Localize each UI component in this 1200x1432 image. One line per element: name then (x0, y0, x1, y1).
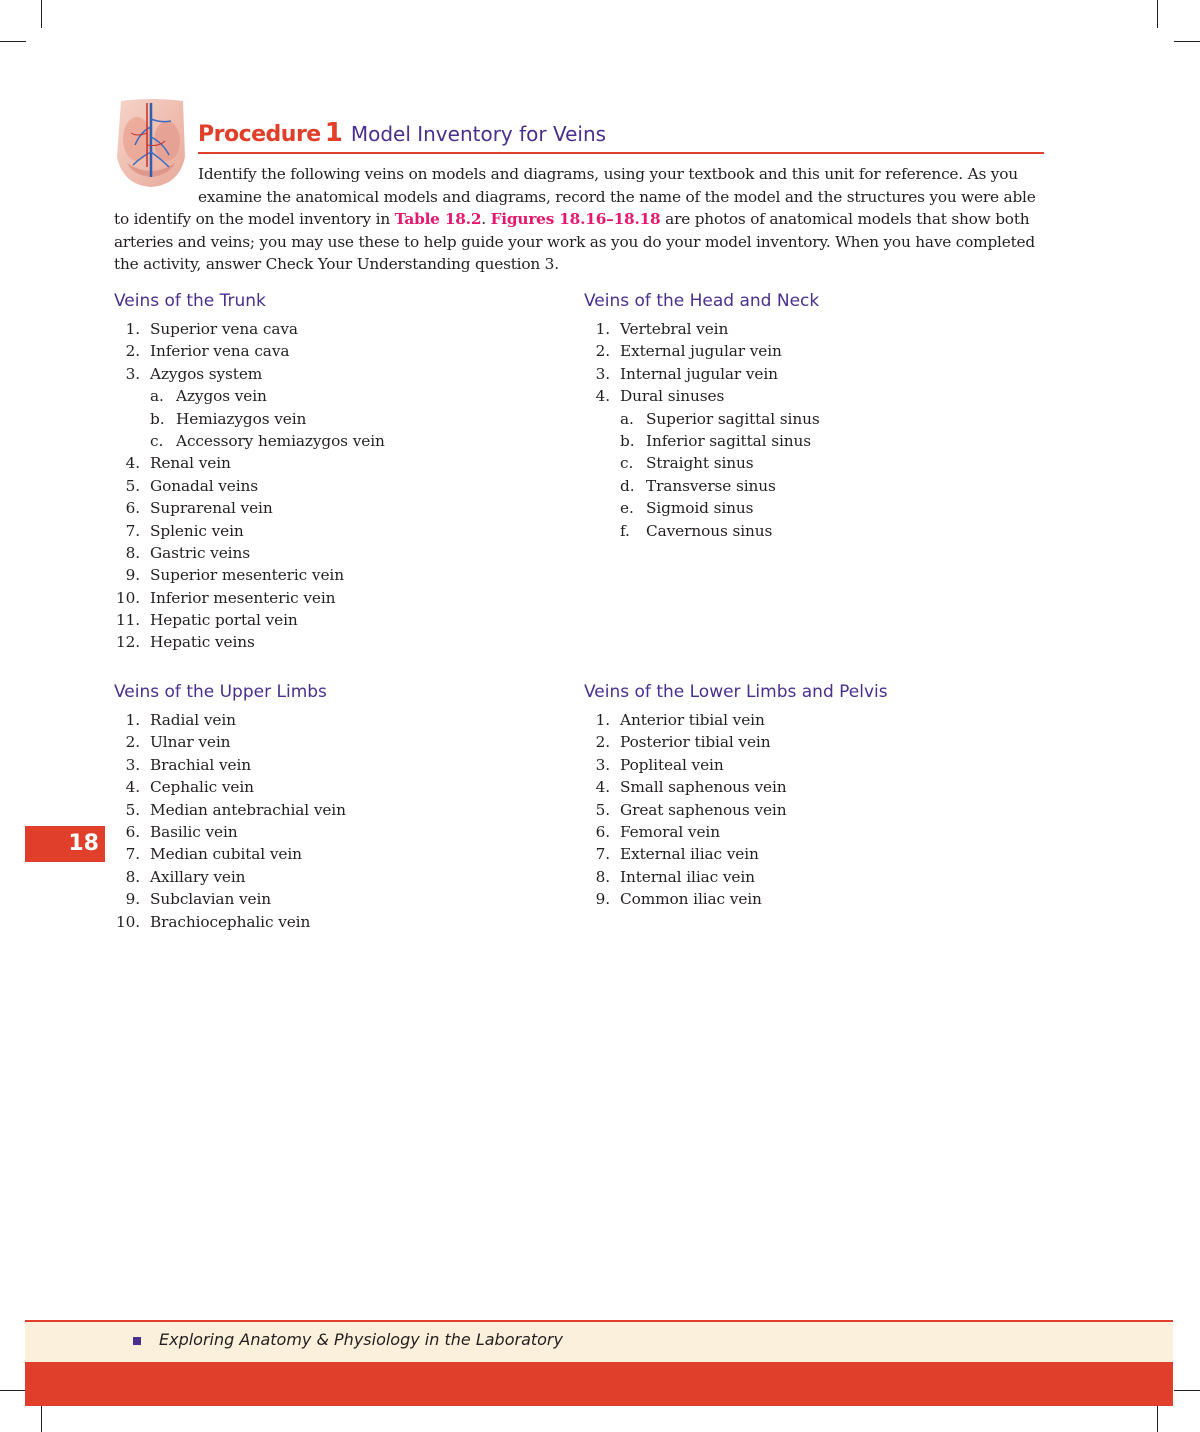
item-text: Internal jugular vein (620, 364, 778, 383)
item-text: External iliac vein (620, 845, 759, 864)
item-text: Posterior tibial vein (620, 733, 771, 752)
item-marker: 7. (125, 845, 140, 864)
item-marker: 6. (125, 822, 140, 841)
list-item (114, 731, 554, 753)
item-marker: 5. (595, 800, 610, 819)
item-marker: c. (150, 431, 164, 450)
item-marker: 5. (125, 800, 140, 819)
list-item (114, 911, 554, 933)
section-heading: Veins of the Trunk (114, 291, 266, 311)
list-item (584, 821, 1024, 843)
item-marker: 9. (595, 890, 610, 909)
book-title: Exploring Anatomy & Physiology in the Laboratory (159, 1330, 563, 1349)
item-text: Small saphenous vein (620, 778, 787, 797)
procedure-label: Procedure (198, 122, 321, 147)
crop-mark (1157, 1404, 1158, 1432)
crop-mark (0, 1390, 26, 1391)
list-item (114, 564, 554, 586)
item-marker: 4. (595, 778, 610, 797)
item-text: Superior mesenteric vein (150, 566, 344, 585)
item-text: Brachial vein (150, 755, 251, 774)
item-marker: 12. (115, 633, 140, 652)
item-text: Internal iliac vein (620, 867, 755, 886)
list-item (114, 452, 554, 474)
list-item (114, 631, 554, 653)
crop-mark (41, 0, 42, 28)
intro-line-1: Identify the following veins on models and diagrams, using your textbook and this unit for reference. As you (198, 165, 1018, 183)
sub-list-item (114, 430, 554, 452)
item-text: Inferior sagittal sinus (646, 431, 812, 450)
square-bullet-icon (133, 1337, 141, 1345)
item-text: Median antebrachial vein (150, 800, 346, 819)
list-item (584, 363, 1024, 385)
item-text: Dural sinuses (620, 387, 725, 406)
item-text: Sigmoid sinus (646, 499, 754, 518)
crop-mark (0, 41, 26, 42)
item-text: Transverse sinus (646, 476, 776, 495)
sub-list-item (584, 475, 1024, 497)
item-marker: 2. (595, 733, 610, 752)
list-item (584, 799, 1024, 821)
item-text: Suprarenal vein (150, 499, 273, 518)
crop-mark (41, 1404, 42, 1432)
item-marker: f. (620, 521, 630, 540)
item-text: Great saphenous vein (620, 800, 787, 819)
list-item (584, 709, 1024, 731)
item-marker: 3. (125, 364, 140, 383)
item-text: Gastric veins (150, 543, 250, 562)
item-marker: 3. (595, 755, 610, 774)
item-marker: 4. (595, 387, 610, 406)
list-item (114, 520, 554, 542)
intro-text: to identify on the model inventory in (114, 210, 395, 228)
intro-paragraph (114, 163, 1044, 276)
item-marker: 6. (595, 822, 610, 841)
item-marker: b. (620, 431, 635, 450)
item-marker: 3. (125, 755, 140, 774)
item-marker: 4. (125, 454, 140, 473)
list-item (114, 475, 554, 497)
list-item (584, 776, 1024, 798)
list-item (114, 843, 554, 865)
list-item (114, 821, 554, 843)
section-veins-of-trunk (114, 290, 554, 654)
item-marker: 5. (125, 476, 140, 495)
sub-list-item (114, 408, 554, 430)
vein-list (584, 318, 1024, 542)
sub-list-item (584, 430, 1024, 452)
item-text: Cavernous sinus (646, 521, 773, 540)
section-veins-of-head-and-neck (584, 290, 1024, 542)
section-heading: Veins of the Head and Neck (584, 291, 820, 311)
crop-mark (1174, 41, 1200, 42)
item-marker: 2. (125, 733, 140, 752)
list-item (584, 731, 1024, 753)
section-veins-of-lower-limbs-and-pelvis (584, 681, 1024, 911)
list-item (114, 497, 554, 519)
item-marker: 9. (125, 890, 140, 909)
item-marker: 2. (595, 342, 610, 361)
item-marker: 7. (125, 521, 140, 540)
list-item (114, 609, 554, 631)
item-marker: 10. (115, 588, 140, 607)
list-item (584, 843, 1024, 865)
item-text: Superior vena cava (150, 320, 298, 338)
list-item (584, 385, 1024, 407)
item-marker: a. (150, 387, 164, 406)
list-item (584, 318, 1024, 340)
item-text: Hemiazygos vein (176, 409, 307, 428)
list-item (584, 888, 1024, 910)
item-text: Popliteal vein (620, 755, 724, 774)
intro-text: are photos of anatomical models that show both arteries and veins; you may use these to help guide your work as you do your model inventory. When you have completed the activity, answer Check Your Understanding question 3. (114, 210, 1035, 273)
section-heading: Veins of the Upper Limbs (114, 682, 327, 702)
item-marker: 4. (125, 778, 140, 797)
section-heading: Veins of the Lower Limbs and Pelvis (584, 682, 888, 702)
list-item (114, 709, 554, 731)
item-marker: d. (620, 476, 635, 495)
list-item (114, 340, 554, 362)
vein-list (114, 318, 554, 654)
item-text: Hepatic portal vein (150, 611, 298, 630)
item-marker: 1. (125, 711, 140, 729)
item-text: Subclavian vein (150, 890, 272, 909)
item-text: Cephalic vein (150, 778, 254, 797)
sub-list-item (584, 520, 1024, 542)
item-marker: 8. (125, 867, 140, 886)
list-item (584, 340, 1024, 362)
item-text: External jugular vein (620, 342, 782, 361)
item-text: Anterior tibial vein (620, 711, 765, 729)
list-item (114, 866, 554, 888)
item-marker: 1. (595, 320, 610, 338)
item-text: Radial vein (150, 711, 236, 729)
figures-reference-link[interactable]: Figures 18.16–18.18 (490, 210, 661, 228)
item-text: Vertebral vein (620, 320, 729, 338)
item-marker: 9. (125, 566, 140, 585)
table-reference-link[interactable]: Table 18.2 (394, 210, 482, 228)
item-text: Gonadal veins (150, 476, 259, 495)
item-text: Superior sagittal sinus (646, 409, 820, 428)
list-item (114, 888, 554, 910)
item-marker: 7. (595, 845, 610, 864)
sub-list-item (584, 452, 1024, 474)
intro-text: . (481, 210, 491, 228)
item-marker: 10. (115, 912, 140, 931)
item-marker: c. (620, 454, 634, 473)
item-marker: 1. (125, 320, 140, 338)
item-text: Brachiocephalic vein (150, 912, 311, 931)
list-item (114, 318, 554, 340)
footer-bar (25, 1362, 1173, 1406)
procedure-number: 1 (324, 118, 343, 148)
footer-band (25, 1320, 1173, 1362)
list-item (114, 363, 554, 385)
list-item (114, 776, 554, 798)
item-text: Azygos system (150, 364, 263, 383)
item-text: Hepatic veins (150, 633, 255, 652)
item-marker: 2. (125, 342, 140, 361)
item-marker: 8. (595, 867, 610, 886)
sub-list-item (584, 408, 1024, 430)
sub-list-item (114, 385, 554, 407)
item-text: Accessory hemiazygos vein (176, 431, 385, 450)
item-marker: 6. (125, 499, 140, 518)
list-item (114, 542, 554, 564)
item-marker: 8. (125, 543, 140, 562)
vein-list (584, 709, 1024, 911)
crop-mark (1174, 1390, 1200, 1391)
sub-list-item (584, 497, 1024, 519)
item-marker: 11. (115, 611, 140, 630)
item-text: Axillary vein (150, 867, 246, 886)
item-text: Basilic vein (150, 822, 238, 841)
list-item (114, 754, 554, 776)
item-marker: 3. (595, 364, 610, 383)
chapter-tab: 18 (25, 826, 105, 862)
item-text: Ulnar vein (150, 733, 231, 752)
list-item (584, 866, 1024, 888)
item-text: Renal vein (150, 454, 231, 473)
item-marker: e. (620, 499, 634, 518)
item-marker: b. (150, 409, 165, 428)
vein-list (114, 709, 554, 933)
intro-line-2: examine the anatomical models and diagrams, record the name of the model and the structures you were able (198, 187, 1036, 206)
item-marker: 1. (595, 711, 610, 729)
list-item (584, 754, 1024, 776)
item-text: Azygos vein (176, 387, 267, 406)
item-text: Femoral vein (620, 822, 720, 841)
procedure-heading (198, 118, 1044, 154)
list-item (114, 799, 554, 821)
item-text: Inferior vena cava (150, 342, 290, 361)
section-veins-of-upper-limbs (114, 681, 554, 933)
list-item (114, 587, 554, 609)
item-text: Median cubital vein (150, 845, 302, 864)
item-text: Splenic vein (150, 521, 244, 540)
item-text: Inferior mesenteric vein (150, 588, 336, 607)
item-text: Common iliac vein (620, 890, 762, 909)
item-text: Straight sinus (646, 454, 754, 473)
procedure-title: Model Inventory for Veins (350, 122, 607, 146)
item-marker: a. (620, 409, 634, 428)
crop-mark (1157, 0, 1158, 28)
